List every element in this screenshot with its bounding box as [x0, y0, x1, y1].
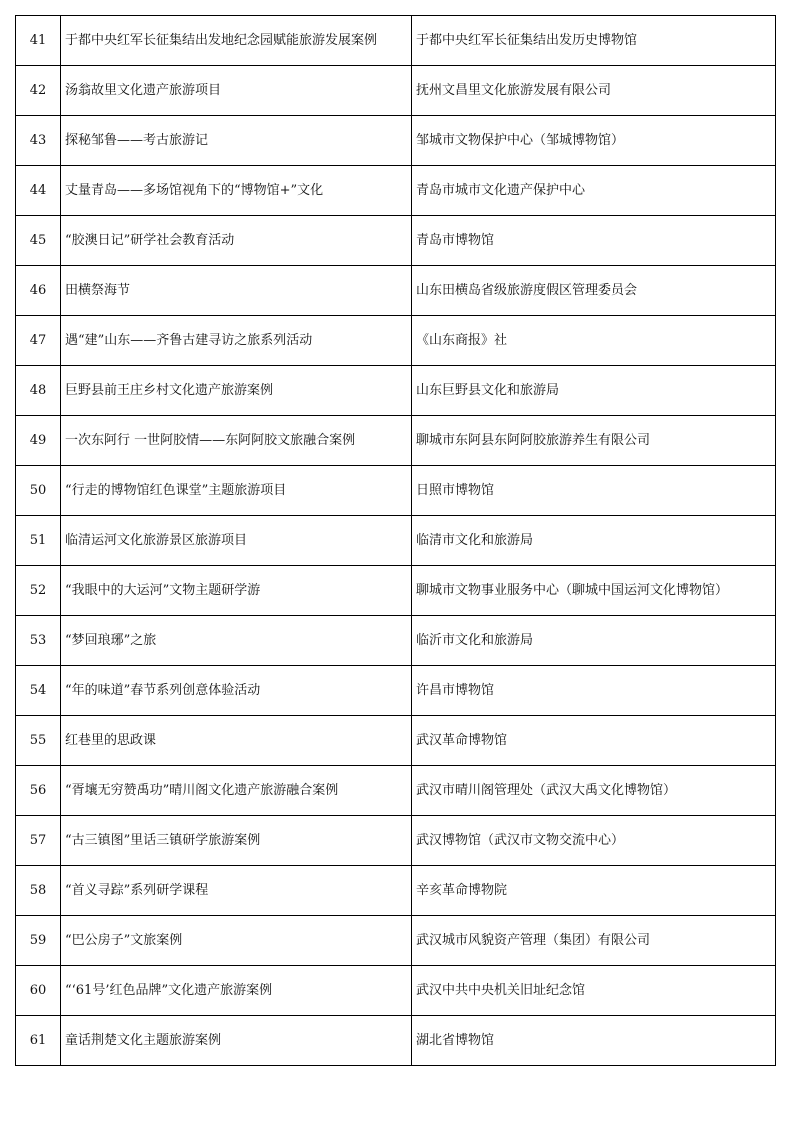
table-row: [16, 316, 776, 366]
organization-cell: 辛亥革命博物院: [412, 866, 776, 916]
organization-cell: 武汉市晴川阁管理处（武汉大禹文化博物馆）: [412, 766, 776, 816]
organization-cell: 临清市文化和旅游局: [412, 516, 776, 566]
project-name-cell: “梦回琅琊”之旅: [61, 616, 412, 666]
table-row: [16, 1016, 776, 1066]
row-number-cell: 49: [16, 416, 61, 466]
table-row: [16, 916, 776, 966]
organization-cell: 抚州文昌里文化旅游发展有限公司: [412, 66, 776, 116]
project-name-cell: “‘61号’红色品牌”文化遗产旅游案例: [61, 966, 412, 1016]
table-row: [16, 966, 776, 1016]
row-number-cell: 58: [16, 866, 61, 916]
row-number-cell: 60: [16, 966, 61, 1016]
organization-cell: 山东巨野县文化和旅游局: [412, 366, 776, 416]
table-row: [16, 616, 776, 666]
project-name-cell: 汤翁故里文化遗产旅游项目: [61, 66, 412, 116]
organization-cell: 武汉革命博物馆: [412, 716, 776, 766]
project-name-cell: “首义寻踪”系列研学课程: [61, 866, 412, 916]
row-number-cell: 48: [16, 366, 61, 416]
row-number-cell: 53: [16, 616, 61, 666]
project-name-cell: 探秘邹鲁——考古旅游记: [61, 116, 412, 166]
table-row: [16, 16, 776, 66]
project-name-cell: 童话荆楚文化主题旅游案例: [61, 1016, 412, 1066]
project-name-cell: 巨野县前王庄乡村文化遗产旅游案例: [61, 366, 412, 416]
organization-cell: 山东田横岛省级旅游度假区管理委员会: [412, 266, 776, 316]
organization-cell: 聊城市东阿县东阿阿胶旅游养生有限公司: [412, 416, 776, 466]
project-list-table: [15, 15, 776, 1066]
organization-cell: 临沂市文化和旅游局: [412, 616, 776, 666]
organization-cell: 青岛市博物馆: [412, 216, 776, 266]
project-name-cell: “年的味道”春节系列创意体验活动: [61, 666, 412, 716]
row-number-cell: 42: [16, 66, 61, 116]
table-row: [16, 166, 776, 216]
row-number-cell: 59: [16, 916, 61, 966]
table-row: [16, 216, 776, 266]
row-number-cell: 55: [16, 716, 61, 766]
table-row: [16, 516, 776, 566]
project-name-cell: 于都中央红军长征集结出发地纪念园赋能旅游发展案例: [61, 16, 412, 66]
organization-cell: 聊城市文物事业服务中心（聊城中国运河文化博物馆）: [412, 566, 776, 616]
table-body: [16, 16, 776, 1066]
project-name-cell: “古三镇图”里话三镇研学旅游案例: [61, 816, 412, 866]
organization-cell: 许昌市博物馆: [412, 666, 776, 716]
row-number-cell: 43: [16, 116, 61, 166]
table-row: [16, 566, 776, 616]
organization-cell: 武汉城市风貌资产管理（集团）有限公司: [412, 916, 776, 966]
organization-cell: 《山东商报》社: [412, 316, 776, 366]
row-number-cell: 44: [16, 166, 61, 216]
row-number-cell: 56: [16, 766, 61, 816]
table-row: [16, 666, 776, 716]
project-name-cell: 红巷里的思政课: [61, 716, 412, 766]
project-name-cell: “我眼中的大运河”文物主题研学游: [61, 566, 412, 616]
row-number-cell: 54: [16, 666, 61, 716]
row-number-cell: 41: [16, 16, 61, 66]
table-row: [16, 466, 776, 516]
row-number-cell: 50: [16, 466, 61, 516]
project-name-cell: “胶澳日记”研学社会教育活动: [61, 216, 412, 266]
table-row: [16, 266, 776, 316]
organization-cell: 青岛市城市文化遗产保护中心: [412, 166, 776, 216]
row-number-cell: 61: [16, 1016, 61, 1066]
project-name-cell: 田横祭海节: [61, 266, 412, 316]
organization-cell: 湖北省博物馆: [412, 1016, 776, 1066]
project-name-cell: “巴公房子”文旅案例: [61, 916, 412, 966]
row-number-cell: 51: [16, 516, 61, 566]
table-row: [16, 416, 776, 466]
table-row: [16, 866, 776, 916]
row-number-cell: 46: [16, 266, 61, 316]
project-name-cell: 遇“建”山东——齐鲁古建寻访之旅系列活动: [61, 316, 412, 366]
project-name-cell: 丈量青岛——多场馆视角下的“博物馆+”文化: [61, 166, 412, 216]
project-name-cell: 一次东阿行 一世阿胶情——东阿阿胶文旅融合案例: [61, 416, 412, 466]
table-row: [16, 366, 776, 416]
organization-cell: 武汉中共中央机关旧址纪念馆: [412, 966, 776, 1016]
table-row: [16, 116, 776, 166]
organization-cell: 于都中央红军长征集结出发历史博物馆: [412, 16, 776, 66]
project-name-cell: “胥壤无穷赞禹功”晴川阁文化遗产旅游融合案例: [61, 766, 412, 816]
project-name-cell: “行走的博物馆红色课堂”主题旅游项目: [61, 466, 412, 516]
organization-cell: 邹城市文物保护中心（邹城博物馆）: [412, 116, 776, 166]
row-number-cell: 45: [16, 216, 61, 266]
row-number-cell: 47: [16, 316, 61, 366]
table-row: [16, 816, 776, 866]
table-row: [16, 766, 776, 816]
organization-cell: 武汉博物馆（武汉市文物交流中心）: [412, 816, 776, 866]
table-row: [16, 716, 776, 766]
row-number-cell: 52: [16, 566, 61, 616]
organization-cell: 日照市博物馆: [412, 466, 776, 516]
project-name-cell: 临清运河文化旅游景区旅游项目: [61, 516, 412, 566]
row-number-cell: 57: [16, 816, 61, 866]
table-row: [16, 66, 776, 116]
